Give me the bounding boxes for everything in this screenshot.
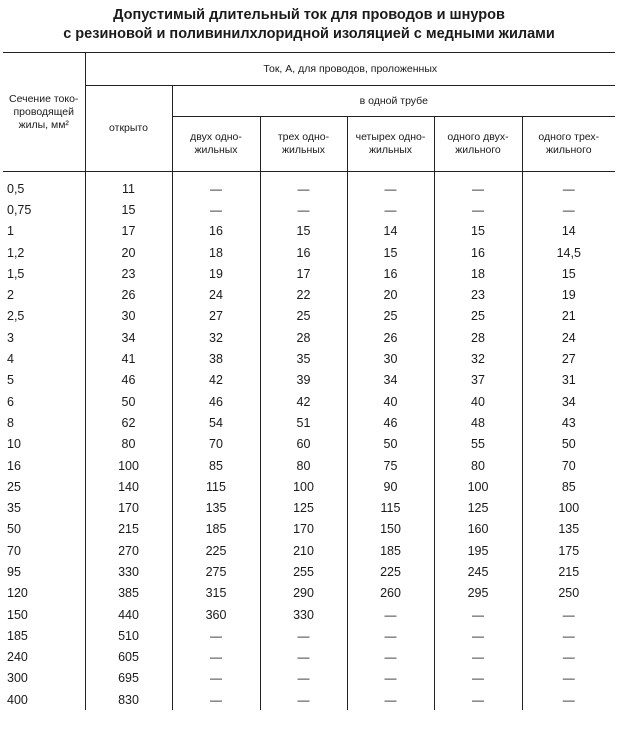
current-cell: 250: [522, 583, 615, 604]
current-cell: —: [522, 625, 615, 646]
section-cell: 50: [7, 522, 21, 537]
current-cell: 42: [172, 370, 260, 391]
current-cell: 195: [434, 540, 522, 561]
table-row: [3, 476, 615, 497]
current-cell: 225: [172, 540, 260, 561]
current-cell: 170: [85, 497, 172, 518]
current-cell: 330: [260, 604, 347, 625]
current-cell: 50: [347, 434, 434, 455]
current-cell: 14: [347, 221, 434, 242]
current-cell: 34: [347, 370, 434, 391]
header-col-one-three-core: одного трех-жильного: [522, 117, 615, 172]
current-cell: 245: [434, 561, 522, 582]
current-cell: 80: [85, 434, 172, 455]
current-cell: —: [347, 604, 434, 625]
current-cell: 15: [347, 242, 434, 263]
current-cell: 15: [434, 221, 522, 242]
current-cell: 80: [260, 455, 347, 476]
current-cell: —: [172, 199, 260, 220]
current-cell: 26: [85, 284, 172, 305]
current-cell: 27: [172, 306, 260, 327]
current-cell: 830: [85, 689, 172, 710]
table-row: [3, 625, 615, 646]
current-cell: —: [434, 689, 522, 710]
current-cell: 51: [260, 412, 347, 433]
table-row: [3, 284, 615, 305]
current-cell: —: [434, 199, 522, 220]
current-cell: 330: [85, 561, 172, 582]
current-cell: 23: [434, 284, 522, 305]
current-cell: 48: [434, 412, 522, 433]
table-row: [3, 604, 615, 625]
current-cell: 20: [347, 284, 434, 305]
current-cell: 70: [172, 434, 260, 455]
current-cell: 100: [434, 476, 522, 497]
section-cell: 25: [7, 479, 21, 494]
header-col-four-single: четырех одно-жильных: [347, 117, 434, 172]
title-line-1: Допустимый длительный ток для проводов и шнуров: [113, 7, 505, 23]
current-cell: 34: [522, 391, 615, 412]
current-cell: 225: [347, 561, 434, 582]
current-cell: —: [172, 647, 260, 668]
current-cell: 46: [172, 391, 260, 412]
current-cell: 22: [260, 284, 347, 305]
table-row: [3, 199, 615, 220]
current-cell: 28: [434, 327, 522, 348]
table-row: [3, 434, 615, 455]
current-cell: —: [260, 199, 347, 220]
current-table: [3, 52, 615, 710]
section-cell: 120: [7, 586, 28, 601]
current-cell: —: [434, 172, 522, 200]
current-cell: 170: [260, 519, 347, 540]
current-cell: —: [260, 647, 347, 668]
current-cell: 50: [85, 391, 172, 412]
current-cell: 100: [522, 497, 615, 518]
current-cell: 160: [434, 519, 522, 540]
section-cell: 150: [7, 607, 28, 622]
section-cell: 185: [7, 628, 28, 643]
current-cell: 55: [434, 434, 522, 455]
current-cell: 80: [434, 455, 522, 476]
current-cell: —: [434, 625, 522, 646]
current-cell: 24: [522, 327, 615, 348]
current-cell: —: [522, 604, 615, 625]
header-section: Сечение токо-проводящей жилы, мм²: [3, 53, 85, 172]
current-cell: 215: [85, 519, 172, 540]
current-cell: 25: [260, 306, 347, 327]
current-cell: —: [172, 689, 260, 710]
current-cell: 270: [85, 540, 172, 561]
current-cell: 100: [260, 476, 347, 497]
current-cell: 695: [85, 668, 172, 689]
current-cell: 16: [434, 242, 522, 263]
current-cell: 46: [85, 370, 172, 391]
section-cell: 2,5: [7, 309, 25, 324]
section-cell: 1: [7, 224, 14, 239]
current-cell: —: [522, 668, 615, 689]
current-cell: —: [260, 668, 347, 689]
table-row: [3, 263, 615, 284]
table-row: [3, 561, 615, 582]
table-row: [3, 412, 615, 433]
section-cell: 1,2: [7, 245, 25, 260]
current-cell: 85: [172, 455, 260, 476]
current-cell: 31: [522, 370, 615, 391]
current-cell: 39: [260, 370, 347, 391]
title-line-2: с резиновой и поливинилхлоридной изоляцией с медными жилами: [63, 26, 555, 42]
current-cell: 260: [347, 583, 434, 604]
current-cell: 125: [260, 497, 347, 518]
current-cell: —: [347, 172, 434, 200]
section-cell: 1,5: [7, 266, 25, 281]
table-row: [3, 327, 615, 348]
current-cell: —: [260, 172, 347, 200]
current-cell: 16: [172, 221, 260, 242]
section-cell: 35: [7, 501, 21, 516]
section-cell: 300: [7, 671, 28, 686]
current-cell: 175: [522, 540, 615, 561]
current-cell: 15: [260, 221, 347, 242]
header-in-pipe: в одной трубе: [172, 86, 615, 117]
current-cell: 275: [172, 561, 260, 582]
section-cell: 6: [7, 394, 14, 409]
current-cell: 34: [85, 327, 172, 348]
section-cell: 3: [7, 330, 14, 345]
current-cell: 17: [260, 263, 347, 284]
current-cell: 90: [347, 476, 434, 497]
current-cell: 19: [172, 263, 260, 284]
current-cell: —: [347, 668, 434, 689]
current-cell: 100: [85, 455, 172, 476]
header-col-one-two-core: одного двух-жильного: [434, 117, 522, 172]
current-cell: —: [522, 689, 615, 710]
current-cell: —: [522, 199, 615, 220]
current-cell: 21: [522, 306, 615, 327]
current-cell: 210: [260, 540, 347, 561]
section-cell: 95: [7, 564, 21, 579]
current-cell: 25: [347, 306, 434, 327]
current-cell: —: [172, 668, 260, 689]
current-cell: —: [522, 172, 615, 200]
current-cell: 40: [434, 391, 522, 412]
current-cell: 60: [260, 434, 347, 455]
table-row: [3, 242, 615, 263]
section-cell: 10: [7, 437, 21, 452]
section-cell: 16: [7, 458, 21, 473]
current-cell: 15: [522, 263, 615, 284]
current-cell: 115: [347, 497, 434, 518]
current-cell: —: [172, 172, 260, 200]
current-cell: 38: [172, 348, 260, 369]
current-cell: 215: [522, 561, 615, 582]
current-cell: —: [260, 625, 347, 646]
current-cell: 37: [434, 370, 522, 391]
current-cell: 19: [522, 284, 615, 305]
current-cell: 23: [85, 263, 172, 284]
current-cell: —: [347, 647, 434, 668]
current-cell: 385: [85, 583, 172, 604]
current-cell: 135: [522, 519, 615, 540]
current-cell: 14,5: [522, 242, 615, 263]
table-row: [3, 391, 615, 412]
current-cell: 15: [85, 199, 172, 220]
current-cell: 70: [522, 455, 615, 476]
current-cell: 150: [347, 519, 434, 540]
current-cell: —: [434, 604, 522, 625]
current-cell: 16: [347, 263, 434, 284]
current-cell: —: [260, 689, 347, 710]
current-cell: 42: [260, 391, 347, 412]
current-cell: 17: [85, 221, 172, 242]
section-cell: 400: [7, 692, 28, 707]
current-cell: 30: [347, 348, 434, 369]
section-cell: 70: [7, 543, 21, 558]
section-cell: 0,75: [7, 202, 32, 217]
current-cell: 41: [85, 348, 172, 369]
current-cell: —: [434, 647, 522, 668]
current-cell: 54: [172, 412, 260, 433]
current-cell: 26: [347, 327, 434, 348]
table-row: [3, 583, 615, 604]
current-cell: —: [172, 625, 260, 646]
section-cell: 8: [7, 415, 14, 430]
current-cell: 255: [260, 561, 347, 582]
section-cell: 5: [7, 373, 14, 388]
header-col-two-single: двух одно-жильных: [172, 117, 260, 172]
section-cell: 0,5: [3, 172, 85, 200]
table-body: [3, 172, 615, 711]
table-row: [3, 668, 615, 689]
current-cell: 27: [522, 348, 615, 369]
current-cell: 135: [172, 497, 260, 518]
current-cell: 11: [85, 172, 172, 200]
current-cell: 32: [172, 327, 260, 348]
current-cell: 115: [172, 476, 260, 497]
current-cell: 125: [434, 497, 522, 518]
current-cell: 18: [434, 263, 522, 284]
current-cell: 360: [172, 604, 260, 625]
header-open: открыто: [85, 86, 172, 172]
current-cell: 18: [172, 242, 260, 263]
current-cell: —: [434, 668, 522, 689]
current-cell: 30: [85, 306, 172, 327]
current-cell: 46: [347, 412, 434, 433]
current-cell: —: [522, 647, 615, 668]
current-cell: 35: [260, 348, 347, 369]
section-cell: 2: [7, 288, 14, 303]
table-row: [3, 455, 615, 476]
current-cell: 40: [347, 391, 434, 412]
table-row: [3, 221, 615, 242]
table-row: [3, 306, 615, 327]
current-cell: 605: [85, 647, 172, 668]
current-cell: 140: [85, 476, 172, 497]
current-cell: 32: [434, 348, 522, 369]
current-cell: 14: [522, 221, 615, 242]
current-cell: 440: [85, 604, 172, 625]
table-row: [3, 172, 615, 200]
current-cell: 85: [522, 476, 615, 497]
header-col-three-single: трех одно-жильных: [260, 117, 347, 172]
current-cell: 16: [260, 242, 347, 263]
current-cell: —: [347, 625, 434, 646]
section-cell: 4: [7, 352, 14, 367]
current-cell: 185: [347, 540, 434, 561]
table-row: [3, 348, 615, 369]
table-row: [3, 370, 615, 391]
current-cell: —: [347, 199, 434, 220]
current-cell: 50: [522, 434, 615, 455]
current-cell: 185: [172, 519, 260, 540]
current-cell: —: [347, 689, 434, 710]
table-title: [0, 0, 618, 40]
table-row: [3, 689, 615, 710]
current-cell: 290: [260, 583, 347, 604]
current-cell: 25: [434, 306, 522, 327]
current-cell: 295: [434, 583, 522, 604]
current-cell: 315: [172, 583, 260, 604]
section-cell: 240: [7, 650, 28, 665]
current-cell: 43: [522, 412, 615, 433]
current-cell: 510: [85, 625, 172, 646]
current-cell: 62: [85, 412, 172, 433]
current-cell: 75: [347, 455, 434, 476]
table-row: [3, 519, 615, 540]
current-cell: 28: [260, 327, 347, 348]
current-cell: 20: [85, 242, 172, 263]
header-current: Ток, А, для проводов, проложенных: [85, 53, 615, 86]
table-row: [3, 497, 615, 518]
current-cell: 24: [172, 284, 260, 305]
table-row: [3, 647, 615, 668]
table-row: [3, 540, 615, 561]
